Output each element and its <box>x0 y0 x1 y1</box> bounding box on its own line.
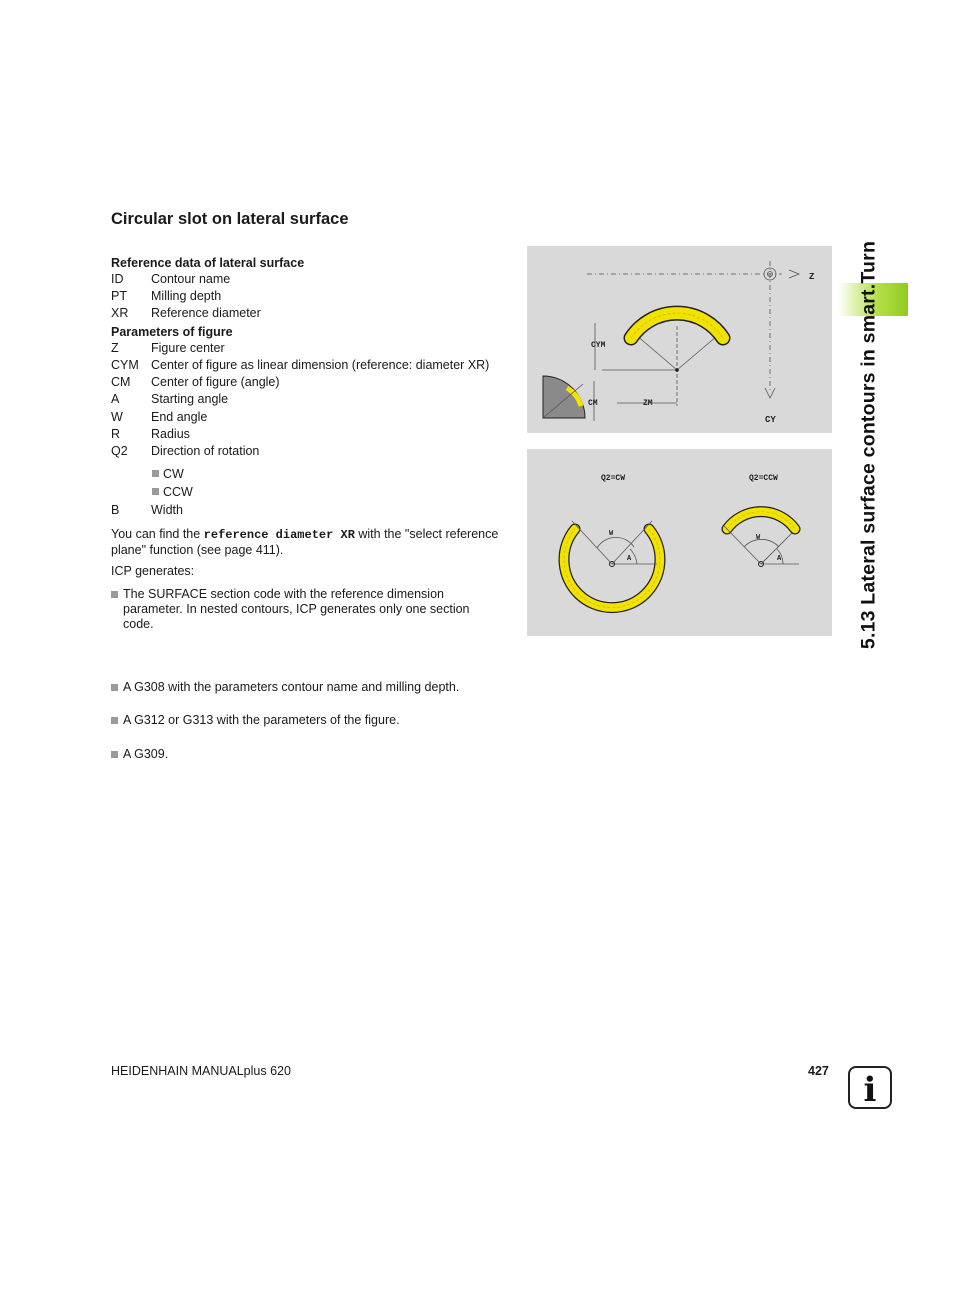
slot-ray-left <box>635 334 677 370</box>
param-desc: Width <box>151 503 183 517</box>
icp-bullet-4 <box>111 747 513 762</box>
bullet-text: A G308 with the parameters contour name and milling depth. <box>123 680 460 694</box>
param-desc: Center of figure as linear dimension (reference: diameter XR) <box>151 358 490 372</box>
option-label: CW <box>163 467 184 481</box>
label-cy: CY <box>765 415 776 425</box>
label-q2-ccw: Q2=CCW <box>749 474 778 483</box>
param-code: A <box>111 392 120 406</box>
label-cm: CM <box>588 399 598 408</box>
param-code: B <box>111 503 120 517</box>
slot-ray-right <box>677 336 717 370</box>
section-title: Circular slot on lateral surface <box>111 210 349 228</box>
param-code: XR <box>111 306 129 320</box>
param-desc: Figure center <box>151 341 225 355</box>
ccw-ray-left <box>724 526 761 564</box>
param-row-cym <box>111 358 489 373</box>
ccw-angle-w-arc <box>744 539 779 547</box>
param-code: Z <box>111 341 119 355</box>
bullet-square-icon <box>152 488 159 495</box>
q2-option-cw <box>152 467 184 482</box>
param-desc: Radius <box>151 427 190 441</box>
param-row-cm <box>111 375 280 390</box>
icp-intro: ICP generates: <box>111 564 195 578</box>
option-label: CCW <box>163 485 193 499</box>
param-row-q2 <box>111 444 259 459</box>
bullet-square-icon <box>111 591 118 598</box>
param-code: CM <box>111 375 131 389</box>
cw-slot-fill <box>564 529 660 608</box>
param-row-b <box>111 503 183 518</box>
figure-rotation-direction <box>527 449 832 636</box>
info-icon <box>848 1066 892 1109</box>
figure-lateral-slot-drawing <box>527 246 832 433</box>
param-code: CYM <box>111 358 139 372</box>
note-text: with the "select reference <box>354 527 499 541</box>
param-desc: Direction of rotation <box>151 444 260 458</box>
label-ccw-a: A <box>777 555 782 563</box>
param-desc: Reference diameter <box>151 306 261 320</box>
reference-note <box>111 527 511 558</box>
param-desc: End angle <box>151 410 208 424</box>
param-code: PT <box>111 289 127 303</box>
info-icon-glyph <box>850 1068 890 1107</box>
param-code: R <box>111 427 121 441</box>
bullet-text: The SURFACE section code with the reference dimension <box>123 587 444 601</box>
label-cw-w: W <box>609 530 614 538</box>
note-text: You can find the <box>111 527 204 541</box>
cw-ray-left <box>572 521 612 564</box>
figure-rotation-drawing <box>527 449 832 636</box>
param-desc: Starting angle <box>151 392 229 406</box>
cw-ray-right <box>612 521 652 564</box>
param-desc: Contour name <box>151 272 231 286</box>
bullet-square-icon <box>111 684 118 691</box>
ccw-slot-fill <box>727 512 795 529</box>
z-arrow <box>789 270 799 278</box>
icp-bullet-2 <box>111 680 513 695</box>
param-row-pt <box>111 289 221 304</box>
bullet-square-icon <box>152 470 159 477</box>
param-row-id <box>111 272 230 287</box>
q2-option-ccw <box>152 485 193 500</box>
bullet-text: A G309. <box>123 747 169 761</box>
page-number: 427 <box>808 1064 829 1078</box>
bullet-text: parameter. In nested contours, ICP generates only one section <box>123 602 470 616</box>
label-q2-cw: Q2=CW <box>601 474 626 483</box>
param-desc: Center of figure (angle) <box>151 375 280 389</box>
note-code: reference diameter XR <box>203 528 355 542</box>
param-desc: Milling depth <box>151 289 222 303</box>
param-row-z <box>111 341 225 356</box>
label-cym: CYM <box>591 341 606 350</box>
param-row-w <box>111 410 207 425</box>
bullet-square-icon <box>111 751 118 758</box>
param-code: ID <box>111 272 124 286</box>
bullet-square-icon <box>111 717 118 724</box>
chapter-title-text: 5.13 Lateral surface contours in smart.Turn <box>857 240 880 650</box>
footer-product-name: HEIDENHAIN MANUALplus 620 <box>111 1064 291 1078</box>
parameters-heading: Parameters of figure <box>111 325 233 339</box>
label-z: Z <box>809 272 815 282</box>
bullet-text: A G312 or G313 with the parameters of the figure. <box>123 713 400 727</box>
param-code: Q2 <box>111 444 128 458</box>
figure-lateral-slot <box>527 246 832 433</box>
icp-bullet-3 <box>111 713 513 728</box>
info-icon-letter: i <box>863 1070 877 1107</box>
note-text: plane" function (see page 411). <box>111 543 284 557</box>
param-row-xr <box>111 306 261 321</box>
chapter-title-vertical <box>858 215 880 675</box>
param-row-r <box>111 427 190 442</box>
param-row-a <box>111 392 228 407</box>
param-code: W <box>111 410 123 424</box>
reference-heading: Reference data of lateral surface <box>111 256 305 270</box>
bullet-text: code. <box>123 617 154 631</box>
slot-center-point <box>675 368 679 372</box>
icp-bullet-1 <box>111 587 513 632</box>
label-zm: ZM <box>643 399 653 408</box>
label-cw-a: A <box>627 555 632 563</box>
label-ccw-w: W <box>756 534 761 542</box>
